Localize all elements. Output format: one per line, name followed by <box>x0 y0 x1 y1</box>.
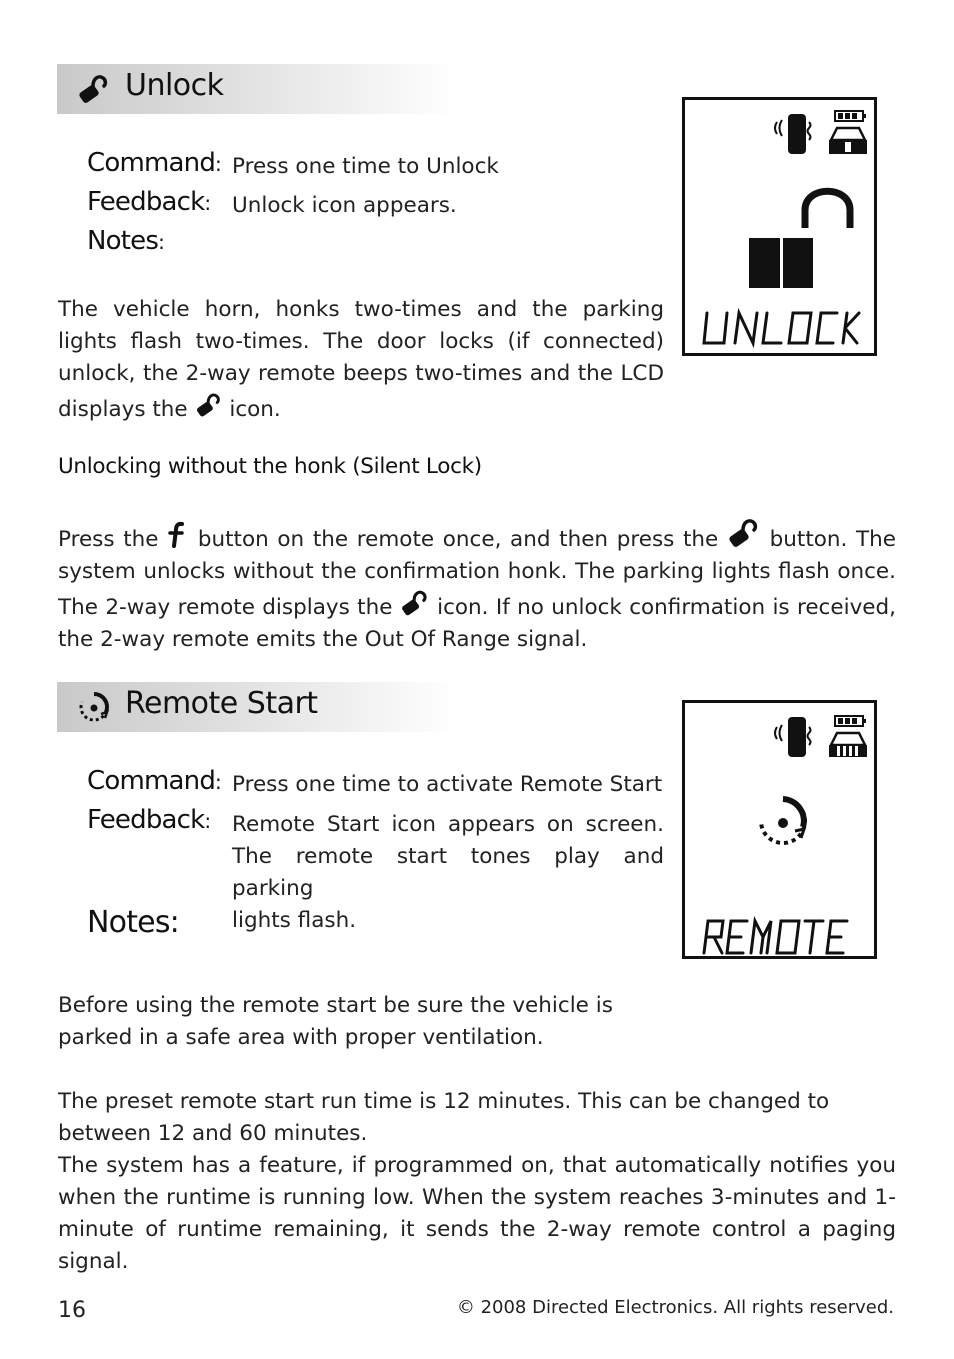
command-label: Command: <box>87 148 221 178</box>
remote-start-icon <box>761 799 805 843</box>
remote-start-section-header <box>57 682 457 732</box>
feedback-value: Unlock icon appears. <box>232 193 457 218</box>
feedback-label: Feedback: <box>87 187 211 217</box>
copyright: © 2008 Directed Electronics. All rights reserved. <box>456 1297 894 1318</box>
unlock-section-header <box>57 64 457 114</box>
lcd-unlock-display <box>682 97 877 356</box>
command-label: Command: <box>87 766 221 796</box>
remote-start-icon <box>77 690 111 724</box>
remote-icon <box>775 717 811 757</box>
unlock-icon <box>195 390 223 420</box>
car-icon <box>829 128 867 154</box>
unlock-icon <box>400 588 430 618</box>
car-icon <box>829 733 867 757</box>
lcd-remote-display <box>682 700 877 959</box>
padlock-open-icon <box>749 191 850 288</box>
battery-icon <box>835 111 866 121</box>
command-value: Press one time to Unlock <box>232 154 499 179</box>
battery-icon <box>835 716 866 726</box>
unlock-icon <box>77 72 111 106</box>
page-number: 16 <box>58 1298 86 1323</box>
command-value: Press one time to activate Remote Start <box>232 772 663 797</box>
notes-label: Notes: <box>87 905 179 940</box>
remote-para-3: The system has a feature, if programmed on, that automatically notifies you when the runtime is running low. When the system reaches 3-minutes and 1-minute of runtime remaining, it sends the 2-way remote control a paging signal. <box>58 1153 896 1274</box>
lcd-segment-text <box>704 313 859 343</box>
section-title: Unlock <box>125 68 224 103</box>
notes-label: Notes: <box>87 226 165 256</box>
lcd-segment-text <box>704 921 847 953</box>
remote-icon <box>775 114 811 154</box>
silent-lock-subheading: Unlocking without the honk (Silent Lock) <box>58 454 482 479</box>
feedback-label: Feedback: <box>87 805 211 835</box>
feedback-value: Remote Start icon appears on screen. The remote start tones play and parking lights flash. <box>232 812 664 933</box>
remote-para-2: The preset remote start run time is 12 minutes. This can be changed to between 12 and 60 minutes. <box>58 1089 830 1146</box>
function-icon <box>167 520 189 550</box>
silent-lock-paragraph: Press the button on the remote once, and then press the button. The system unlocks without the confirmation honk. The parking lights flash once. The 2-way remote displays the icon. If no unlock confirmation is received, the 2-way remote emits the Out Of Range signal. <box>58 516 896 656</box>
unlock-icon <box>727 516 761 550</box>
unlock-paragraph: The vehicle horn, honks two-times and the parking lights flash two-times. The door locks (if connected) unlock, the 2-way remote beeps two-times and the LCD displays the icon. <box>58 297 664 422</box>
section-title: Remote Start <box>125 686 318 721</box>
remote-para-1: Before using the remote start be sure the vehicle is parked in a safe area with proper ventilation. <box>58 993 613 1050</box>
